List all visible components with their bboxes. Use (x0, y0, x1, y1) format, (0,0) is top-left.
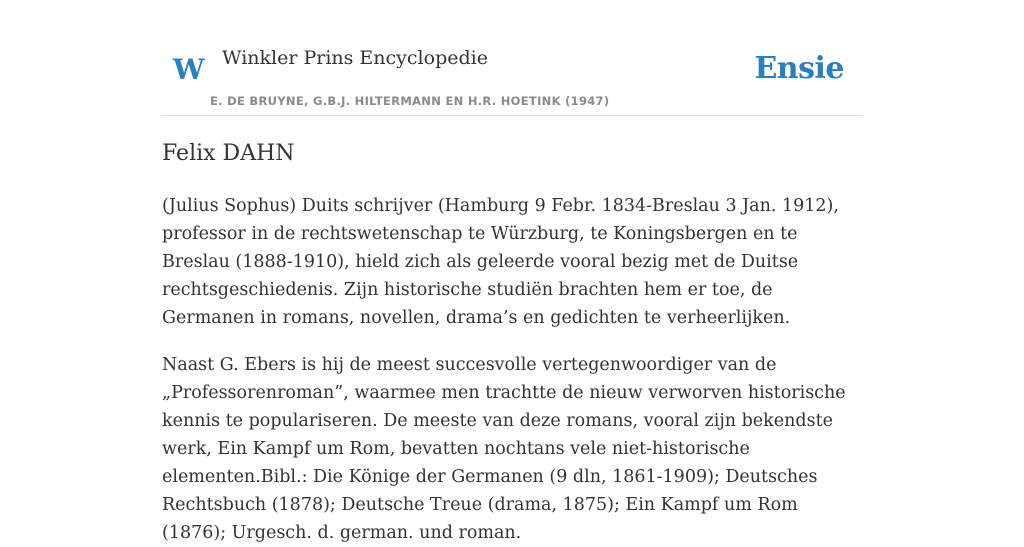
ensie-logo[interactable]: Ensie (754, 51, 844, 86)
article-paragraph-2: Naast G. Ebers is hij de meest succesvolle vertegenwoordiger van de „Professorenroman”, waarmee men trachtte de nieuw verworven historische kennis te populariseren. De meeste van deze romans, vooral zijn bekendste werk, Ein Kampf um Rom, bevatten nochtans vele niet-historische elementen.Bibl.: Die Könige der Germanen (9 dln, 1861-1909); Deutsches Rechtsbuch (1878); Deutsche Treue (drama, 1875); Ein Kampf um Rom (1876); Urgesch. d. german. und roman. (162, 355, 846, 543)
article-title: Felix DAHN (162, 141, 295, 166)
publication-authors: E. DE BRUYNE, G.B.J. HILTERMANN EN H.R. HOETINK (1947) (210, 94, 610, 108)
article-paragraph-1: (Julius Sophus) Duits schrijver (Hamburg 9 Febr. 1834-Breslau 3 Jan. 1912), professor in de rechtswetenschap te Würzburg, te Koningsbergen en te Breslau (1888-1910), hield zich als geleerde vooral bezig met de Duitse rechtsgeschiedenis. Zijn historische studiën brachten hem er toe, de Germanen in romans, novellen, drama’s en gedichten te verheerlijken. (162, 196, 839, 328)
publication-logo[interactable]: W (173, 53, 205, 86)
site-header (162, 0, 862, 116)
article (162, 136, 867, 547)
publication-title[interactable]: Winkler Prins Encyclopedie (222, 47, 488, 69)
